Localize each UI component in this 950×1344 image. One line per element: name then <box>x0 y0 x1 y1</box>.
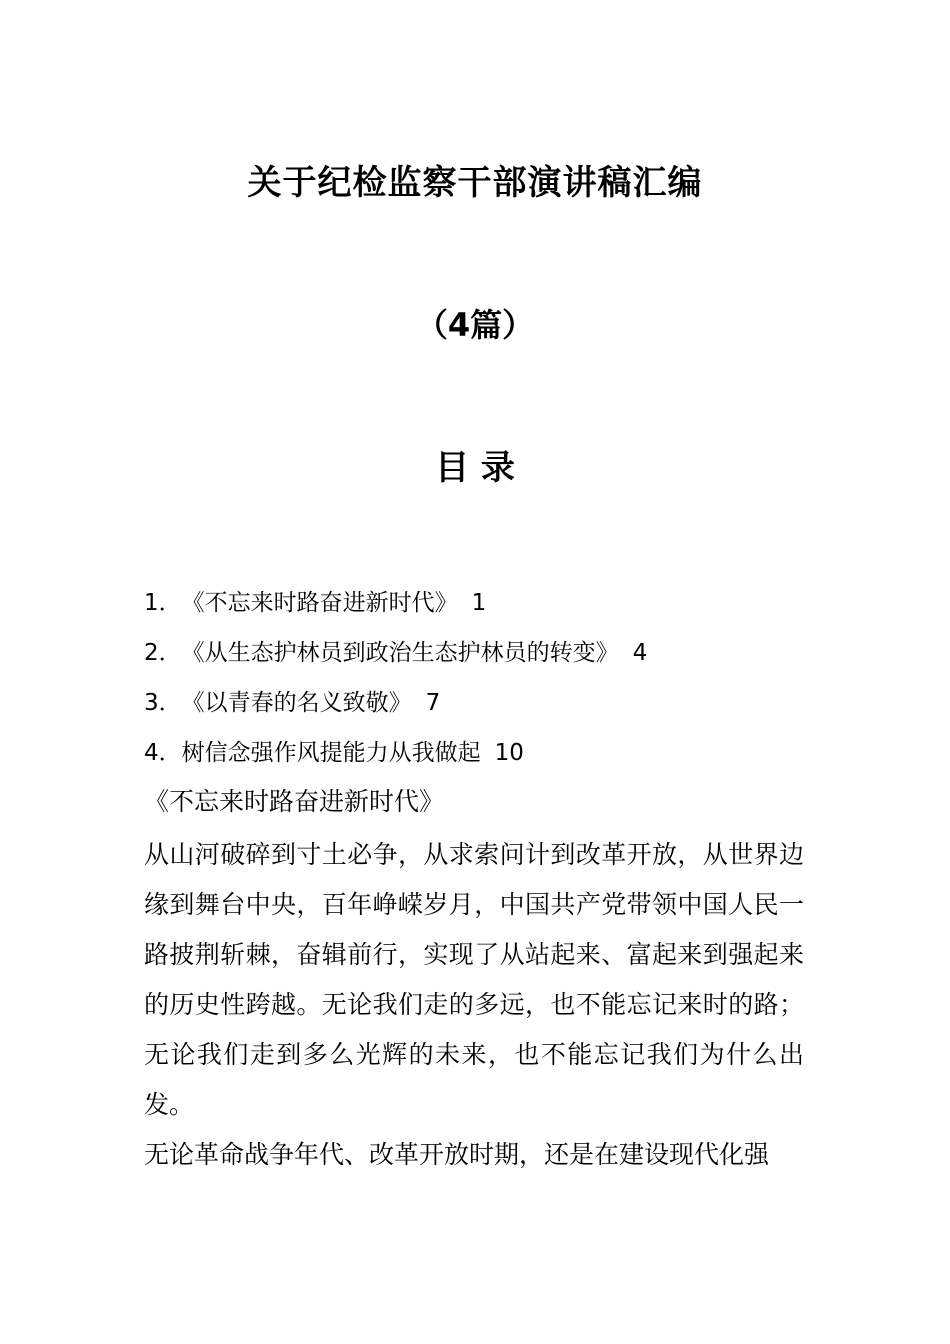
table-of-contents <box>144 584 844 784</box>
document-body <box>144 780 804 1180</box>
toc-item-page: 10 <box>494 740 524 766</box>
toc-item-number: 1． <box>144 590 182 616</box>
toc-item-1[interactable] <box>144 584 844 634</box>
toc-item-label: 《从生态护林员到政治生态护林员的转变》 <box>181 640 619 666</box>
body-paragraph: 从山河破碎到寸土必争，从求索问计到改革开放，从世界边缘到舞台中央，百年峥嵘岁月，中国共产党带领中国人民一路披荆斩棘，奋辑前行，实现了从站起来、富起来到强起来的历史性跨越。无论我们走的多远，也不能忘记来时的路；无论我们走到多么光辉的未来，也不能忘记我们为什么出发。 <box>144 840 804 1119</box>
toc-item-label: 《以青春的名义致敬》 <box>181 690 412 716</box>
toc-item-number: 4． <box>144 740 182 766</box>
section-title: 《不忘来时路奋进新时代》 <box>144 787 445 816</box>
toc-item-3[interactable] <box>144 684 844 734</box>
document-subtitle: （4篇） <box>415 306 535 344</box>
toc-item-label: 树信念强作风提能力从我做起 <box>181 740 481 766</box>
toc-item-number: 3． <box>144 690 182 716</box>
toc-item-2[interactable] <box>144 634 844 684</box>
toc-item-number: 2． <box>144 640 182 666</box>
document-title: 关于纪检监察干部演讲稿汇编 <box>247 163 703 203</box>
toc-item-page: 1 <box>471 590 487 616</box>
toc-item-4[interactable] <box>144 734 844 784</box>
toc-item-page: 4 <box>632 640 648 666</box>
toc-item-page: 7 <box>425 690 441 716</box>
toc-heading: 目 录 <box>435 448 515 488</box>
body-paragraph: 无论革命战争年代、改革开放时期，还是在建设现代化强 <box>144 1140 770 1169</box>
toc-item-label: 《不忘来时路奋进新时代》 <box>181 590 458 616</box>
